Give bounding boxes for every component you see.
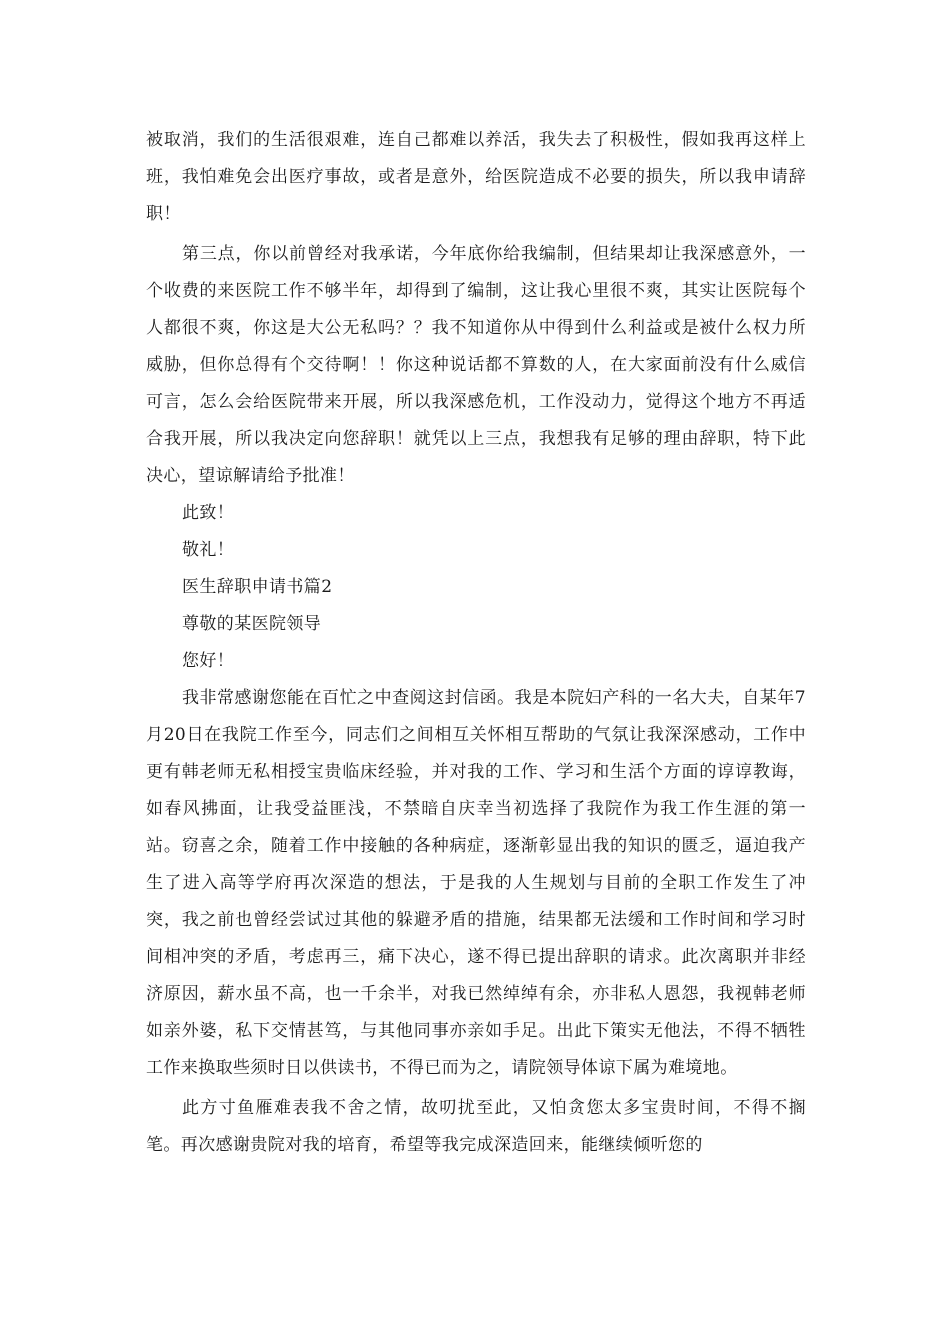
closing-regards: 敬礼！ [182, 540, 235, 560]
paragraph-closing: 此方寸鱼雁难表我不舍之情，故叨扰至此，又怕贪您太多宝贵时间，不得不搁笔。再次感谢贵院对我的培育，希望等我完成深造回来，能继续倾听您的 [146, 1098, 806, 1155]
paragraph-continuation: 被取消，我们的生活很艰难，连自己都难以养活，我失去了积极性，假如我再这样上班，我怕难免会出医疗事故，或者是意外，给医院造成不必要的损失，所以我申请辞职！ [146, 130, 806, 224]
closing-salutation: 此致！ [182, 503, 235, 523]
section-heading: 医生辞职申请书篇2 [182, 577, 333, 597]
letter-greeting: 您好！ [182, 651, 235, 671]
letter-addressee: 尊敬的某医院领导 [182, 614, 322, 634]
paragraph-third-point: 第三点，你以前曾经对我承诺，今年底你给我编制，但结果却让我深感意外，一个收费的来医院工作不够半年，却得到了编制，这让我心里很不爽，其实让医院每个人都很不爽，你这是大公无私吗？？我不知道你从中得到什么利益或是被什么权力所威胁，但你总得有个交待啊！！你这种说话都不算数的人，在大家面前没有什么威信可言，怎么会给医院带来开展，所以我深感危机，工作没动力，觉得这个地方不再适合我开展，所以我决定向您辞职！就凭以上三点，我想我有足够的理由辞职，特下此决心，望谅解请给予批准！ [146, 244, 806, 486]
document-body [146, 122, 806, 1164]
paragraph-body: 我非常感谢您能在百忙之中查阅这封信函。我是本院妇产科的一名大夫，自某年7月20日在我院工作至今，同志们之间相互关怀相互帮助的气氛让我深深感动，工作中更有韩老师无私相授宝贵临床经验，并对我的工作、学习和生活个方面的谆谆教诲，如春风拂面，让我受益匪浅，不禁暗自庆幸当初选择了我院作为我工作生涯的第一站。窃喜之余，随着工作中接触的各种病症，逐渐彰显出我的知识的匮乏，逼迫我产生了进入高等学府再次深造的想法，于是我的人生规划与目前的全职工作发生了冲突，我之前也曾经尝试过其他的躲避矛盾的措施，结果都无法缓和工作时间和学习时间相冲突的矛盾，考虑再三，痛下决心，遂不得已提出辞职的请求。此次离职并非经济原因，薪水虽不高，也一千余半，对我已然绰绰有余，亦非私人恩怨，我视韩老师如亲外婆，私下交情甚笃，与其他同事亦亲如手足。出此下策实无他法，不得不牺牲工作来换取些须时日以供读书，不得已而为之，请院领导体谅下属为难境地。 [146, 688, 806, 1078]
